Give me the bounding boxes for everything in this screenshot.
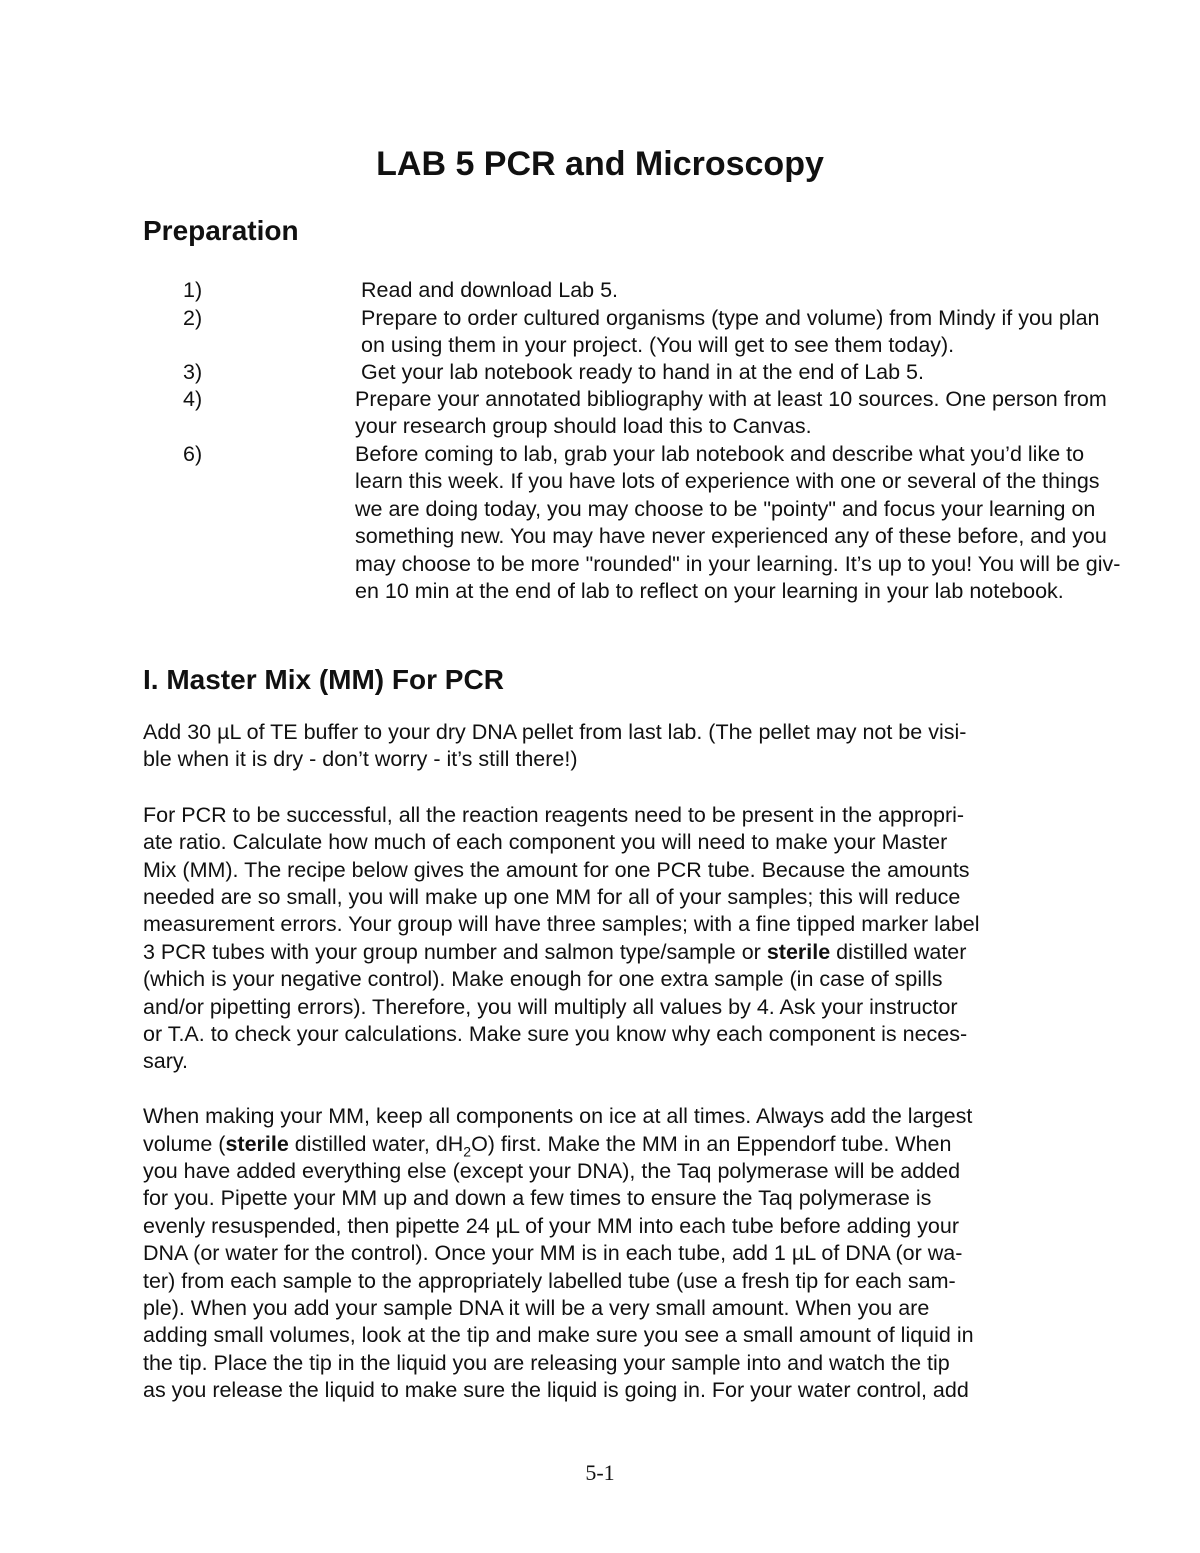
paragraph-line: and/or pipetting errors). Therefore, you will multiply all values by 4. Ask your instructor [143, 995, 958, 1019]
paragraph-line: needed are so small, you will make up one MM for all of your samples; this will reduce [143, 885, 961, 909]
prep-item-number: 1) [183, 278, 203, 302]
bold-term: sterile [766, 940, 831, 964]
section-heading: I. Master Mix (MM) For PCR [143, 664, 504, 695]
prep-item-text: Prepare to order cultured organisms (type and volume) from Mindy if you plan [361, 306, 1100, 330]
page-number: 5-1 [585, 1460, 615, 1485]
bold-term: sterile [225, 1132, 289, 1156]
text-run: distilled water [830, 940, 967, 964]
preparation-heading: Preparation [143, 215, 299, 246]
paragraph-line: ble when it is dry - don’t worry - it’s still there!) [143, 747, 578, 771]
paragraph-line: adding small volumes, look at the tip and make sure you see a small amount of liquid in [143, 1323, 974, 1347]
paragraph-line: ate ratio. Calculate how much of each component you will need to make your Master [143, 830, 948, 854]
page-title: LAB 5 PCR and Microscopy [376, 145, 824, 183]
paragraph-line: ple). When you add your sample DNA it will be a very small amount. When you are [143, 1296, 930, 1320]
paragraph-line [143, 939, 966, 966]
prep-item-number: 6) [183, 442, 203, 466]
paragraph-line: sary. [143, 1049, 188, 1073]
paragraph-line: For PCR to be successful, all the reaction reagents need to be present in the appropri- [143, 803, 965, 827]
prep-item-text: something new. You may have never experienced any of these before, and you [355, 524, 1107, 548]
paragraph-line: (which is your negative control). Make enough for one extra sample (in case of spills [143, 967, 943, 991]
prep-item-text: Prepare your annotated bibliography with at least 10 sources. One person from [355, 387, 1107, 411]
prep-item-text: learn this week. If you have lots of experience with one or several of the things [355, 469, 1100, 493]
prep-item-text: may choose to be more "rounded" in your learning. It’s up to you! You will be giv- [355, 552, 1121, 576]
prep-item-text: en 10 min at the end of lab to reflect on your learning in your lab notebook. [355, 579, 1064, 603]
prep-item-number: 4) [183, 387, 203, 411]
prep-item-text: Read and download Lab 5. [361, 278, 619, 302]
paragraph-line: Mix (MM). The recipe below gives the amount for one PCR tube. Because the amounts [143, 858, 970, 882]
prep-item-text: your research group should load this to Canvas. [355, 414, 812, 438]
paragraph-line: you have added everything else (except your DNA), the Taq polymerase will be added [143, 1159, 961, 1183]
paragraph-line: When making your MM, keep all components on ice at all times. Always add the largest [143, 1104, 973, 1128]
prep-item-text: on using them in your project. (You will get to see them today). [361, 333, 955, 357]
paragraph-line: as you release the liquid to make sure the liquid is going in. For your water control, add [143, 1378, 969, 1402]
prep-item-6 [143, 441, 1085, 468]
text-run: volume ( [143, 1132, 226, 1156]
paragraph-line: ter) from each sample to the appropriately labelled tube (use a fresh tip for each sam- [143, 1269, 956, 1293]
prep-item-text: Get your lab notebook ready to hand in at the end of Lab 5. [361, 360, 924, 384]
prep-item-4 [143, 386, 1107, 413]
subscript: 2 [463, 1143, 472, 1160]
prep-item-3 [143, 359, 924, 386]
paragraph-line: evenly resuspended, then pipette 24 µL of your MM into each tube before adding your [143, 1214, 959, 1238]
prep-item-2 [143, 305, 1100, 332]
paragraph-line: measurement errors. Your group will have three samples; with a fine tipped marker label [143, 912, 980, 936]
prep-item-1 [143, 277, 619, 304]
prep-item-number: 2) [183, 306, 203, 330]
paragraph-line: for you. Pipette your MM up and down a few times to ensure the Taq polymerase is [143, 1186, 932, 1210]
paragraph-line: Add 30 µL of TE buffer to your dry DNA pellet from last lab. (The pellet may not be visi- [143, 720, 967, 744]
text-run: 3 PCR tubes with your group number and salmon type/sample or [143, 940, 767, 964]
text-run: O) first. Make the MM in an Eppendorf tube. When [471, 1132, 952, 1156]
paragraph-line: DNA (or water for the control). Once your MM is in each tube, add 1 µL of DNA (or wa- [143, 1241, 963, 1265]
paragraph-line: the tip. Place the tip in the liquid you are releasing your sample into and watch the tip [143, 1351, 950, 1375]
prep-item-text: Before coming to lab, grab your lab notebook and describe what you’d like to [355, 442, 1085, 466]
prep-item-number: 3) [183, 360, 203, 384]
prep-item-text: we are doing today, you may choose to be "pointy" and focus your learning on [355, 497, 1096, 521]
paragraph-line: or T.A. to check your calculations. Make sure you know why each component is neces- [143, 1022, 968, 1046]
text-run: distilled water, dH [288, 1132, 464, 1156]
